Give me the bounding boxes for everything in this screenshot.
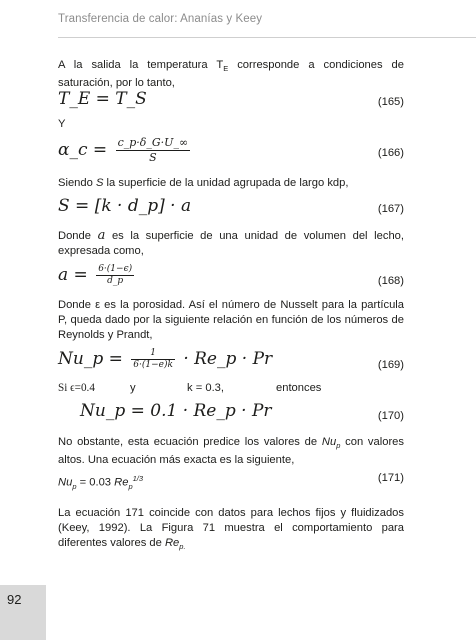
equation-166-formula: α_c = $\frac{c\_p\cdot\delta\_G\cdot U\_\infty}{S}$ [58, 136, 189, 164]
equation-169-number: (169) [377, 359, 404, 371]
paragraph-nusselt-intro: Donde ε es la porosidad. Así el número de Nusselt para la partícula P, queda dado por la siguiente relación en función de los números de Reynolds y Prandt, [58, 299, 404, 341]
header-rule [58, 37, 476, 38]
equation-167-formula: S = [k · d_p] · a [58, 196, 192, 216]
equation-168-fraction: $\frac{6\cdot(1-\epsilon)}{d\_p}$ [98, 264, 133, 286]
condition-then: entonces [276, 382, 322, 394]
equation-167 [58, 196, 404, 221]
page-number: 92 [7, 592, 22, 607]
equation-166-fraction: $\frac{c\_p\cdot\delta\_G\cdot U\_\infty}{S}$ [117, 136, 189, 164]
equation-168-number: (168) [377, 275, 404, 287]
equation-169-fraction: $\frac{1}{6\cdot(1-e)k}$ [133, 348, 173, 370]
equation-168 [58, 264, 404, 296]
equation-166 [58, 136, 404, 172]
equation-169-formula: Nu_p = $\frac{1}{6\cdot(1-e)k}$ · Re_p · Pr [58, 348, 273, 370]
condition-line [58, 381, 404, 397]
paragraph-exact-equation: No obstante, esta ecuación predice los valores de $Nu_p$ con valores altos. Una ecuación más exacta es la siguiente, [58, 436, 404, 467]
equation-171 [58, 471, 404, 489]
paragraph-outlet-temperature: A la salida la temperatura $T_E$ corresponde a condiciones de saturación, por lo tanto, [58, 59, 404, 90]
condition-k: k = 0.3, [187, 382, 225, 394]
running-header: Transferencia de calor: Ananías y Keey [58, 13, 263, 25]
equation-170-number: (170) [377, 410, 404, 422]
equation-165 [58, 89, 404, 114]
equation-167-number: (167) [377, 203, 404, 215]
condition-and: y [130, 382, 136, 394]
paragraph-volume-surface: Donde a es la superficie de una unidad de volumen del lecho, expresada como, [58, 228, 404, 257]
condition-porosity: Si ϵ=0.4 [58, 382, 95, 394]
equation-165-number: (165) [377, 96, 404, 108]
equation-170-formula: Nu_p = 0.1 · Re_p · Pr [80, 401, 272, 421]
equation-168-formula: a = $\frac{6\cdot(1-\epsilon)}{d\_p}$ [58, 264, 133, 286]
equation-165-formula: T_E = T_S [58, 89, 147, 109]
equation-171-formula: $Nu_p = 0.03$ $Re_p^{1/3}$ [58, 474, 144, 491]
paragraph-figure-reference: La ecuación 171 coincide con datos para lechos fijos y fluidizados (Keey, 1992). La Figura 71 muestra el comportamiento para diferentes valores de $Re_{p.}$ [58, 507, 404, 552]
equation-170 [58, 401, 404, 428]
paragraph-y: Y [58, 118, 66, 130]
equation-171-number: (171) [377, 472, 404, 484]
equation-166-number: (166) [377, 147, 404, 159]
paragraph-surface-definition: Siendo S la superficie de la unidad agrupada de largo kdp, [58, 177, 349, 189]
equation-169 [58, 348, 404, 380]
